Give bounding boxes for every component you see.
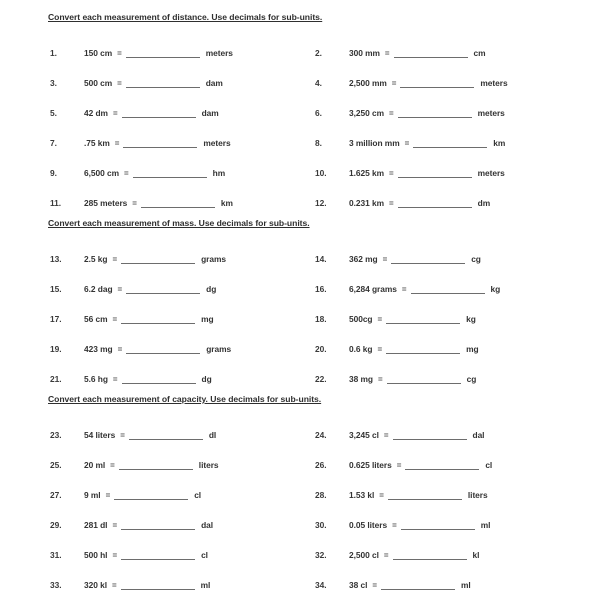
problem-item xyxy=(50,38,233,68)
answer-blank[interactable] xyxy=(114,491,188,500)
answer-blank[interactable] xyxy=(400,79,474,88)
problem-expression xyxy=(349,580,471,590)
section-spacer xyxy=(0,228,600,244)
target-unit: cm xyxy=(473,48,486,58)
problem-value: 0.6 kg xyxy=(349,344,373,354)
problem-row xyxy=(0,68,600,98)
problem-value: 150 cm xyxy=(84,48,113,58)
problem-value: 6,284 grams xyxy=(349,284,397,294)
target-unit: cl xyxy=(194,490,202,500)
equals-sign: = xyxy=(114,138,120,148)
equals-sign: = xyxy=(117,284,123,294)
target-unit: grams xyxy=(201,254,226,264)
target-unit: mg xyxy=(201,314,214,324)
problem-value: 0.625 liters xyxy=(349,460,392,470)
problem-row xyxy=(0,540,600,570)
problem-item xyxy=(50,158,225,188)
answer-blank[interactable] xyxy=(121,521,195,530)
equals-sign: = xyxy=(117,78,122,88)
problem-row xyxy=(0,38,600,68)
problem-item xyxy=(315,98,505,128)
target-unit: dl xyxy=(208,430,217,440)
problem-item xyxy=(50,188,233,218)
problem-value: 54 liters xyxy=(84,430,116,440)
problem-item xyxy=(315,274,500,304)
problem-item xyxy=(50,68,223,98)
answer-blank[interactable] xyxy=(126,79,200,88)
problem-expression xyxy=(84,550,208,560)
equals-sign: = xyxy=(112,314,118,324)
problem-expression xyxy=(349,490,488,500)
problem-row xyxy=(0,334,600,364)
problem-row xyxy=(0,450,600,480)
section-heading-distance: Convert each measurement of distance. Use decimals for sub-units. xyxy=(48,12,323,22)
problem-expression xyxy=(84,48,233,58)
problem-value: 38 cl xyxy=(349,580,368,590)
answer-blank[interactable] xyxy=(133,169,207,178)
target-unit: km xyxy=(220,198,233,208)
target-unit: liters xyxy=(467,490,488,500)
target-unit: cl xyxy=(485,460,493,470)
problem-value: 3 million mm xyxy=(349,138,400,148)
problem-row xyxy=(0,480,600,510)
equals-sign: = xyxy=(112,108,118,118)
problem-number: 10. xyxy=(315,168,327,178)
answer-blank[interactable] xyxy=(126,49,200,58)
problem-expression xyxy=(349,550,479,560)
problem-number: 31. xyxy=(50,550,62,560)
answer-blank[interactable] xyxy=(393,551,467,560)
target-unit: meters xyxy=(477,168,505,178)
problem-value: 5.6 hg xyxy=(84,374,108,384)
problem-number: 30. xyxy=(315,520,327,530)
problem-number: 23. xyxy=(50,430,62,440)
answer-blank[interactable] xyxy=(121,581,195,590)
problem-number: 17. xyxy=(50,314,62,324)
problem-item xyxy=(50,450,219,480)
problem-value: 6,500 cm xyxy=(84,168,119,178)
problem-value: 38 mg xyxy=(349,374,373,384)
problem-value: 3,250 cm xyxy=(349,108,384,118)
answer-blank[interactable] xyxy=(123,139,197,148)
problem-item xyxy=(50,244,226,274)
problem-value: 9 ml xyxy=(84,490,101,500)
answer-blank[interactable] xyxy=(401,521,475,530)
problem-expression xyxy=(349,460,492,470)
problem-value: 300 mm xyxy=(349,48,380,58)
problem-number: 32. xyxy=(315,550,327,560)
problem-value: 56 cm xyxy=(84,314,108,324)
problem-number: 24. xyxy=(315,430,327,440)
target-unit: hm xyxy=(212,168,226,178)
target-unit: cg xyxy=(466,374,477,384)
equals-sign: = xyxy=(372,580,378,590)
problem-item xyxy=(315,188,490,218)
answer-blank[interactable] xyxy=(381,581,455,590)
equals-sign: = xyxy=(112,550,118,560)
equals-sign: = xyxy=(382,254,388,264)
problem-value: 500 hl xyxy=(84,550,108,560)
equals-sign: = xyxy=(389,168,394,178)
problem-row xyxy=(0,128,600,158)
equals-sign: = xyxy=(383,550,389,560)
problem-expression xyxy=(349,198,490,208)
answer-blank[interactable] xyxy=(405,461,479,470)
problem-row xyxy=(0,304,600,334)
problem-expression xyxy=(349,430,484,440)
problem-expression xyxy=(84,460,219,470)
problem-row xyxy=(0,420,600,450)
problem-row xyxy=(0,570,600,600)
target-unit: cl xyxy=(201,550,208,560)
problem-row xyxy=(0,510,600,540)
problem-row xyxy=(0,244,600,274)
answer-blank[interactable] xyxy=(121,551,195,560)
equals-sign: = xyxy=(112,254,118,264)
problem-row xyxy=(0,274,600,304)
target-unit: meters xyxy=(480,78,508,88)
problem-value: 2,500 mm xyxy=(349,78,387,88)
problem-item xyxy=(50,98,219,128)
problem-number: 8. xyxy=(315,138,322,148)
equals-sign: = xyxy=(396,460,402,470)
equals-sign: = xyxy=(389,108,394,118)
answer-blank[interactable] xyxy=(391,255,465,264)
target-unit: dg xyxy=(206,284,217,294)
target-unit: meters xyxy=(477,108,505,118)
problem-number: 5. xyxy=(50,108,57,118)
equals-sign: = xyxy=(124,168,129,178)
problem-number: 12. xyxy=(315,198,327,208)
equals-sign: = xyxy=(391,78,397,88)
answer-blank[interactable] xyxy=(121,315,195,324)
problem-item xyxy=(315,570,471,600)
problem-expression xyxy=(84,168,225,178)
problem-item xyxy=(50,420,216,450)
problem-number: 34. xyxy=(315,580,327,590)
problem-value: 320 kl xyxy=(84,580,107,590)
equals-sign: = xyxy=(117,344,123,354)
answer-blank[interactable] xyxy=(411,285,485,294)
target-unit: meters xyxy=(205,48,233,58)
problem-item xyxy=(315,510,490,540)
answer-blank[interactable] xyxy=(387,375,461,384)
problem-number: 18. xyxy=(315,314,327,324)
problem-expression xyxy=(84,78,223,88)
answer-blank[interactable] xyxy=(388,491,462,500)
problem-number: 7. xyxy=(50,138,57,148)
problem-value: 423 mg xyxy=(84,344,113,354)
problem-row xyxy=(0,188,600,218)
problem-number: 13. xyxy=(50,254,62,264)
problem-item xyxy=(315,334,479,364)
problem-item xyxy=(50,274,216,304)
problem-item xyxy=(315,38,486,68)
answer-blank[interactable] xyxy=(121,255,195,264)
answer-blank[interactable] xyxy=(386,345,460,354)
section-spacer xyxy=(0,404,600,420)
equals-sign: = xyxy=(110,460,115,470)
problem-expression xyxy=(349,520,490,530)
problem-number: 16. xyxy=(315,284,327,294)
top-spacer xyxy=(0,0,600,12)
problem-expression xyxy=(349,284,500,294)
equals-sign: = xyxy=(404,138,410,148)
problem-item xyxy=(50,540,208,570)
problem-expression xyxy=(84,284,216,294)
problem-value: 42 dm xyxy=(84,108,108,118)
equals-sign: = xyxy=(379,490,384,500)
equals-sign: = xyxy=(401,284,407,294)
answer-blank[interactable] xyxy=(126,285,200,294)
answer-blank[interactable] xyxy=(394,49,468,58)
problem-expression xyxy=(84,138,231,148)
problem-value: 1.625 km xyxy=(349,168,384,178)
answer-blank[interactable] xyxy=(129,431,203,440)
problem-item xyxy=(50,128,231,158)
problem-expression xyxy=(349,168,505,178)
problem-value: 281 dl xyxy=(84,520,108,530)
problem-item xyxy=(315,450,492,480)
problem-item xyxy=(50,334,231,364)
problem-number: 25. xyxy=(50,460,62,470)
equals-sign: = xyxy=(377,344,383,354)
problem-expression xyxy=(84,580,210,590)
section-capacity xyxy=(0,394,600,600)
target-unit: cg xyxy=(471,254,481,264)
problem-number: 22. xyxy=(315,374,327,384)
problem-item xyxy=(315,68,508,98)
problem-expression xyxy=(349,138,505,148)
problem-expression xyxy=(349,254,481,264)
target-unit: kg xyxy=(490,284,501,294)
problem-item xyxy=(50,510,213,540)
section-spacer xyxy=(0,22,600,38)
problem-expression xyxy=(349,108,505,118)
equals-sign: = xyxy=(112,520,118,530)
problem-value: 362 mg xyxy=(349,254,378,264)
problem-expression xyxy=(349,78,508,88)
equals-sign: = xyxy=(377,314,383,324)
target-unit: ml xyxy=(200,580,211,590)
problem-number: 9. xyxy=(50,168,57,178)
problem-item xyxy=(315,158,505,188)
answer-blank[interactable] xyxy=(141,199,215,208)
equals-sign: = xyxy=(389,198,394,208)
problem-number: 27. xyxy=(50,490,62,500)
worksheet-sections xyxy=(0,12,600,600)
problem-item xyxy=(50,304,214,334)
problem-row xyxy=(0,364,600,394)
target-unit: dg xyxy=(201,374,212,384)
target-unit: kg xyxy=(466,314,476,324)
problem-value: 0.05 liters xyxy=(349,520,388,530)
problem-number: 26. xyxy=(315,460,327,470)
problem-expression xyxy=(84,198,233,208)
problem-item xyxy=(315,540,479,570)
problem-item xyxy=(50,480,201,510)
target-unit: dam xyxy=(201,108,219,118)
problem-item xyxy=(315,304,476,334)
target-unit: ml xyxy=(480,520,491,530)
problem-expression xyxy=(84,344,231,354)
answer-blank[interactable] xyxy=(122,375,196,384)
section-rows-mass xyxy=(0,244,600,394)
problem-expression xyxy=(349,344,479,354)
problem-number: 1. xyxy=(50,48,57,58)
section-heading-capacity: Convert each measurement of capacity. Use decimals for sub-units. xyxy=(48,394,322,404)
section-heading-mass: Convert each measurement of mass. Use decimals for sub-units. xyxy=(48,218,310,228)
problem-item xyxy=(50,364,212,394)
problem-value: 285 meters xyxy=(84,198,128,208)
target-unit: kl xyxy=(472,550,480,560)
equals-sign: = xyxy=(132,198,137,208)
answer-blank[interactable] xyxy=(122,109,196,118)
problem-expression xyxy=(84,490,201,500)
target-unit: km xyxy=(493,138,506,148)
section-distance xyxy=(0,12,600,218)
equals-sign: = xyxy=(112,374,118,384)
equals-sign: = xyxy=(377,374,383,384)
problem-number: 19. xyxy=(50,344,62,354)
problem-expression xyxy=(84,430,216,440)
problem-number: 21. xyxy=(50,374,62,384)
equals-sign: = xyxy=(120,430,125,440)
problem-expression xyxy=(84,374,212,384)
problem-expression xyxy=(349,314,476,324)
problem-value: 2.5 kg xyxy=(84,254,108,264)
target-unit: dal xyxy=(201,520,214,530)
problem-value: 20 ml xyxy=(84,460,106,470)
problem-value: 6.2 dag xyxy=(84,284,113,294)
problem-number: 4. xyxy=(315,78,322,88)
target-unit: liters xyxy=(198,460,219,470)
problem-number: 20. xyxy=(315,344,327,354)
equals-sign: = xyxy=(117,48,122,58)
problem-value: .75 km xyxy=(84,138,110,148)
equals-sign: = xyxy=(392,520,397,530)
problem-value: 500 cm xyxy=(84,78,113,88)
problem-value: 3,245 cl xyxy=(349,430,379,440)
problem-number: 11. xyxy=(50,198,62,208)
target-unit: dam xyxy=(205,78,223,88)
answer-blank[interactable] xyxy=(398,169,472,178)
answer-blank[interactable] xyxy=(413,139,487,148)
problem-expression xyxy=(84,314,214,324)
problem-value: 1.53 kl xyxy=(349,490,375,500)
problem-item xyxy=(315,480,488,510)
problem-item xyxy=(315,128,505,158)
problem-expression xyxy=(349,374,476,384)
problem-expression xyxy=(84,520,213,530)
problem-item xyxy=(315,364,476,394)
section-rows-capacity xyxy=(0,420,600,600)
problem-number: 2. xyxy=(315,48,322,58)
equals-sign: = xyxy=(383,430,389,440)
equals-sign: = xyxy=(112,580,117,590)
problem-expression xyxy=(349,48,486,58)
problem-row xyxy=(0,158,600,188)
target-unit: mg xyxy=(466,344,479,354)
problem-row xyxy=(0,98,600,128)
problem-number: 28. xyxy=(315,490,327,500)
problem-item xyxy=(50,570,210,600)
problem-number: 29. xyxy=(50,520,62,530)
problem-expression xyxy=(84,108,219,118)
target-unit: dal xyxy=(472,430,485,440)
problem-expression xyxy=(84,254,226,264)
answer-blank[interactable] xyxy=(126,345,200,354)
section-rows-distance xyxy=(0,38,600,218)
problem-item xyxy=(315,244,481,274)
target-unit: ml xyxy=(461,580,471,590)
answer-blank[interactable] xyxy=(386,315,460,324)
equals-sign: = xyxy=(105,490,111,500)
problem-number: 3. xyxy=(50,78,57,88)
problem-value: 2,500 cl xyxy=(349,550,379,560)
problem-item xyxy=(315,420,484,450)
problem-number: 15. xyxy=(50,284,62,294)
answer-blank[interactable] xyxy=(398,199,472,208)
problem-number: 14. xyxy=(315,254,327,264)
target-unit: dm xyxy=(477,198,491,208)
problem-number: 33. xyxy=(50,580,62,590)
problem-number: 6. xyxy=(315,108,322,118)
section-mass xyxy=(0,218,600,394)
equals-sign: = xyxy=(384,48,390,58)
target-unit: grams xyxy=(206,344,232,354)
problem-value: 500cg xyxy=(349,314,373,324)
answer-blank[interactable] xyxy=(119,461,193,470)
target-unit: meters xyxy=(203,138,231,148)
answer-blank[interactable] xyxy=(393,431,467,440)
problem-value: 0.231 km xyxy=(349,198,384,208)
answer-blank[interactable] xyxy=(398,109,472,118)
